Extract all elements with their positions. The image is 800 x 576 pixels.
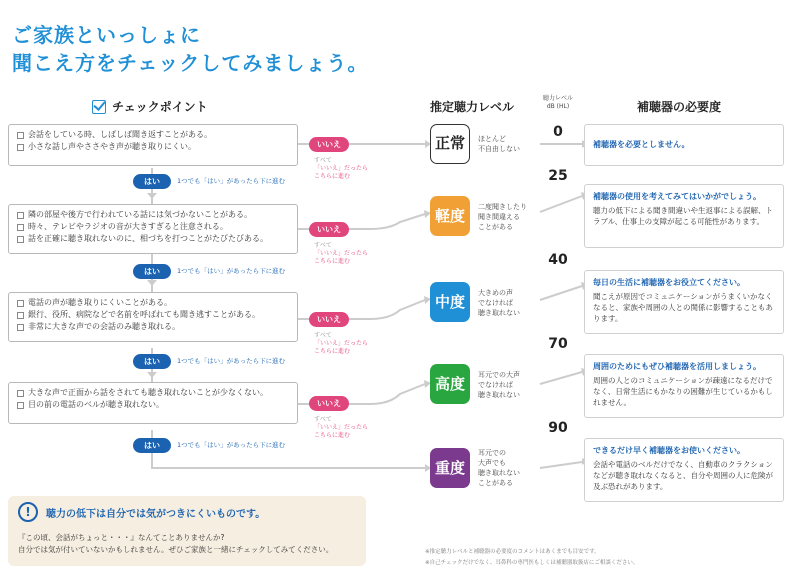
db-value-40: 40 [548, 252, 568, 268]
connector-need-4 [540, 372, 582, 384]
need-title: 補聴器の使用を考えてみてはいかがでしょう。 [593, 192, 761, 201]
arrow-head-down-1 [147, 193, 157, 199]
yes-note-1: 1つでも「はい」があったら下に進む [177, 177, 286, 185]
checkbox-icon[interactable] [17, 402, 24, 409]
connector-need-5 [540, 462, 582, 468]
exclamation-circle-icon: ! [18, 502, 38, 522]
question-item: 会話をしている時、しばしば聞き返すことがある。 [17, 129, 289, 141]
question-item: 銀行、役所、病院などで名前を呼ばれても聞き逃すことがある。 [17, 309, 289, 321]
page-title-line1: ご家族といっしょに [12, 23, 201, 47]
question-item: 話を正確に聴き取れないのに、相づちを打つことがたびたびある。 [17, 233, 289, 245]
question-box-4 [8, 382, 298, 424]
yes-pill-3: はい [133, 354, 171, 369]
question-item: 隣の部屋や後方で行われている話には気づかないことがある。 [17, 209, 289, 221]
db-value-0: 0 [553, 124, 563, 140]
db-value-70: 70 [548, 336, 568, 352]
connector-need-3 [540, 286, 582, 300]
db-value-90: 90 [548, 420, 568, 436]
arrow-head-down-3 [147, 372, 157, 378]
need-title: できるだけ早く補聴器をお使いください。 [593, 446, 745, 455]
question-item: 非常に大きな声での会話のみ聴き取れる。 [17, 321, 289, 333]
checkbox-icon[interactable] [17, 132, 24, 139]
connector-need-2 [540, 196, 582, 212]
question-item: 目の前の電話のベルが聴き取れない。 [17, 399, 289, 411]
yes-note-3: 1つでも「はい」があったら下に進む [177, 357, 286, 365]
yes-pill-4: はい [133, 438, 171, 453]
checkbox-icon[interactable] [17, 324, 24, 331]
need-header: 補聴器の必要度 [637, 100, 722, 114]
checkbox-icon[interactable] [17, 390, 24, 397]
page-title-line2: 聞こえ方をチェックしてみましょう。 [12, 51, 369, 75]
db-value-25: 25 [548, 168, 568, 184]
level-desc-profound: 耳元での 大声でも 聴き取れない ことがある [478, 449, 520, 487]
checkbox-icon[interactable] [17, 236, 24, 243]
level-desc-normal: ほとんど 不自由しない [478, 135, 520, 153]
need-box-4 [584, 354, 784, 418]
need-body: 聴力の低下による聞き間違いや生返事による誤解、トラブル、仕事上の支障が起こる可能性があります。 [593, 206, 773, 226]
no-note-3: すべて 「いいえ」だったら こちらに進む [314, 332, 369, 355]
no-note-4: すべて 「いいえ」だったら こちらに進む [314, 416, 369, 439]
level-header: 推定聴力レベル [430, 100, 515, 114]
level-badge-normal: 正常 [430, 124, 470, 164]
no-pill-2: いいえ [309, 222, 349, 237]
no-note-2: すべて 「いいえ」だったら こちらに進む [314, 242, 369, 265]
no-pill-4: いいえ [309, 396, 349, 411]
question-item: 大きな声で正面から話をされても聴き取れないことが少なくない。 [17, 387, 289, 399]
level-badge-moderate: 中度 [430, 282, 470, 322]
db-header-line2: dB (HL) [546, 103, 570, 110]
question-item: 電話の声が聴き取りにくいことがある。 [17, 297, 289, 309]
footnote-1: ※推定聴力レベルと補聴器の必要度のコメントはあくまでも目安です。 [425, 549, 600, 555]
question-box-1 [8, 124, 298, 166]
no-note-1: すべて 「いいえ」だったら こちらに進む [314, 157, 369, 180]
checkbox-icon[interactable] [17, 212, 24, 219]
level-badge-mild: 軽度 [430, 196, 470, 236]
level-badge-severe: 高度 [430, 364, 470, 404]
checkbox-icon[interactable] [17, 312, 24, 319]
need-body: 周囲の人とのコミュニケーションが疎遠になるだけでなく、日常生活にもかなりの困難が生じているかもしれません。 [593, 376, 773, 407]
checkbox-icon[interactable] [17, 224, 24, 231]
db-header-line1: 聴力レベル [542, 95, 573, 102]
need-body: 聞こえが原因でコミュニケーションがうまくいかなくなると、家族や周囲の人との関係に影響することもあります。 [593, 292, 773, 323]
need-body: 会話や電話のベルだけでなく、自動車のクラクションなどが聴き取れなくなると、自分や周囲の人に危険が及ぶ恐れがあります。 [593, 460, 773, 491]
need-box-1 [584, 124, 784, 166]
level-desc-moderate: 大きめの声 でなければ 聴き取れない [478, 289, 520, 317]
no-pill-3: いいえ [309, 312, 349, 327]
need-box-3 [584, 270, 784, 334]
yes-note-4: 1つでも「はい」があったら下に進む [177, 441, 286, 449]
yes-note-2: 1つでも「はい」があったら下に進む [177, 267, 286, 275]
checkpoint-header-label: チェックポイント [112, 100, 208, 114]
question-box-2 [8, 204, 298, 254]
level-badge-profound: 重度 [430, 448, 470, 488]
need-title: 補聴器を必要としません。 [593, 140, 690, 149]
notice-title: 聴力の低下は自分では気がつきにくいものです。 [46, 508, 266, 520]
yes-pill-1: はい [133, 174, 171, 189]
no-pill-1: いいえ [309, 137, 349, 152]
notice-box [8, 496, 366, 566]
checkbox-icon[interactable] [17, 300, 24, 307]
question-item: 時々、テレビやラジオの音が大きすぎると注意される。 [17, 221, 289, 233]
footnote-2: ※自己チェックだけでなく、耳鼻科の専門医もしくは補聴器取扱店にご相談ください。 [425, 560, 639, 566]
question-item: 小さな話し声やささやき声が聴き取りにくい。 [17, 141, 289, 153]
level-desc-mild: 二度聞きしたり 聞き間違える ことがある [478, 203, 527, 231]
need-box-5 [584, 438, 784, 502]
need-box-2 [584, 184, 784, 248]
need-title: 周囲のためにもぜひ補聴器を活用しましょう。 [593, 362, 761, 371]
notice-body: 『この頃、会話がちょっと・・・』なんてことありませんか? 自分では気が付いていないかもしれません。ぜひご家族と一緒にチェックしてみてください。 [18, 533, 334, 554]
question-box-3 [8, 292, 298, 342]
arrow-head-down-2 [147, 280, 157, 286]
yes-pill-2: はい [133, 264, 171, 279]
level-desc-severe: 耳元での大声 でなければ 聴き取れない [478, 371, 520, 399]
need-title: 毎日の生活に補聴器をお役立てください。 [593, 278, 745, 287]
checkbox-icon[interactable] [17, 144, 24, 151]
